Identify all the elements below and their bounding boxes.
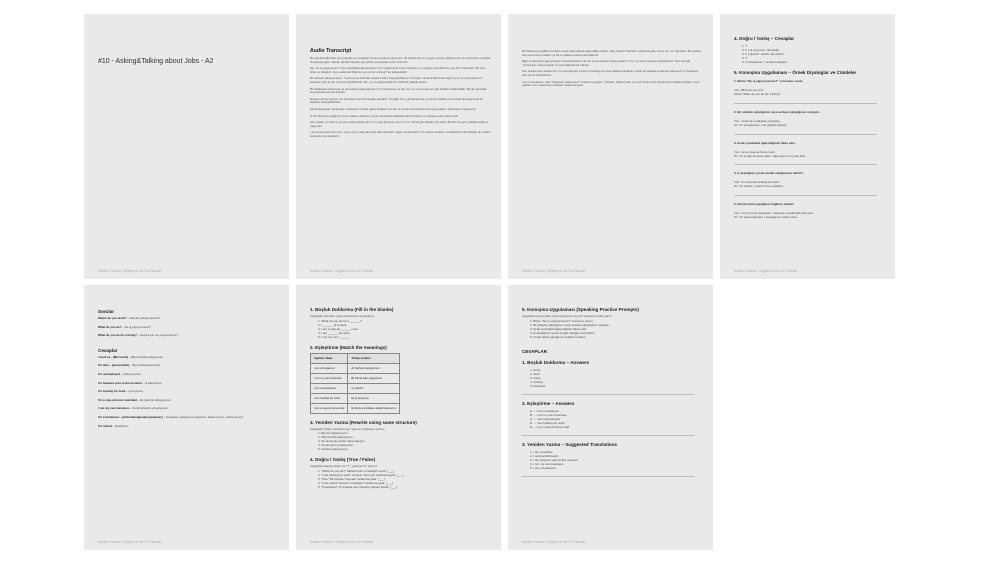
page-5 — [84, 285, 289, 550]
prompt-line: You: What do you do? — [734, 88, 764, 92]
exercise-item: 1. Ben bir öğretmenim. — [318, 431, 349, 436]
transcript-paragraph: Bu yapıda kullanılan soru yapıları ve cevapları ile bir konuşma yapıyoruz. İlk olarak size en yaygın soruyu öğretiyorum ve sonra bazı cevaplar örnekleyeceğim. Bunlar günlük hayatta çok işinize yarayacak, hazır mısınız? — [310, 56, 491, 64]
transcript-paragraph: I am a stay-at-home mum veya I am a stay-at-home dad diyebiliriz. Eğer emekli iseniz I'm retired cevabını verebilirsiniz. Bu ifadeler de sohbet sırasında çok kullanılır. — [310, 130, 491, 138]
divider — [522, 476, 694, 477]
prompt-line: Or: I'm retired. I used to be a teacher. — [734, 184, 784, 189]
exercise-item: 3. Evde çocuklarla ilgilendiğinizi ifade edin. — [530, 326, 587, 331]
exercise-item: 3. I am a stay-at-______ mum. — [318, 326, 359, 331]
divider — [522, 435, 694, 436]
transcript-paragraph: Son olarak işsiz olanlar için I'm unemployed ya da I'm looking for work ifadeleri kullanılır. Kibar bir şekilde söylemek isterseniz I'm between jobs tercih edebilirsiniz. — [522, 69, 699, 77]
answer-item: 5. I am a freelancer. — [530, 465, 557, 470]
page-2 — [296, 14, 501, 279]
page-footer: Student Version · English on the Go Podcast — [310, 269, 374, 273]
table-row: I am looking for work D) İş arıyorum — [311, 393, 400, 403]
answers-heading: Cevaplar — [98, 347, 118, 353]
prompt-question: 3. Evde çocuklarla ilgilendiğinizi ifade edin. — [734, 140, 796, 145]
answer-item: E → I am a stay-at-home dad — [530, 424, 570, 429]
answer-item: C → I am unemployed — [530, 416, 560, 421]
page-6 — [296, 285, 501, 550]
table-row: I am a stay-at-home dad E) Evde ev babası olarak bakıyorum — [311, 403, 400, 413]
page-footer: Student Version · English on the Go Podcast — [522, 269, 586, 273]
divider — [734, 103, 877, 104]
exercise-item: 2. "I am looking for work" cümlesi "işim var" anlamına gelir. (___) — [318, 472, 404, 477]
transcript-paragraph: Dolayısıyla bu konuyu sık sık tekrar etmeniz faydalı olacaktır. Örneğin bir iş görüşmesinde ya da bir partide yeni biriyle tanıştığınızda bu ifadeleri kullanabilirsiniz. — [310, 96, 484, 105]
vocab-item: I'm between jobs at the moment – İş bakıyorum. — [98, 380, 163, 385]
fill-blanks-heading: 1. Boşluk Doldurma (Fill in the blanks) — [310, 307, 394, 312]
exercise-item: 3. "Run" fiili burada "koşmak" anlamına gelir. (___) — [318, 476, 385, 481]
transcript-heading: Audio Transcript — [310, 48, 352, 54]
list-item: 2. F ("iş arıyorum" demektir) — [742, 48, 780, 52]
transcript-paragraph: İyi bir dinleme pratiği için önce sadece dinleyin, sonra transkripte bakarak tekrar dinleyin ve yüksek sesle tekrar edin. — [310, 113, 459, 118]
prompt-question: 5. Kendi işinizi yaptığınızı İngilizce anlatın. — [734, 202, 795, 207]
answer-item: 4. looking — [530, 379, 543, 384]
true-false-answers-heading: 4. Doğru / Yanlış – Cevaplar — [734, 36, 795, 41]
vocab-item: I run my own business – Kendi şirketimi yönetiyorum. — [98, 406, 169, 411]
exercise-item: 4. İş aradığınızı ya da emekli olduğunuzu belirtin. — [530, 330, 596, 335]
exercise-item: 4. I am ______ for work. — [318, 330, 351, 335]
divider — [734, 195, 877, 196]
list-item: 4. T — [742, 56, 748, 60]
column-header: İngilizce İfade — [311, 353, 348, 363]
exercise-item: 4. "I am retired" demek "emekliyim" anlamına gelir. (___) — [318, 480, 393, 485]
divider — [734, 164, 877, 165]
vocab-item: I'm unemployed – Çalışmıyorum. — [98, 371, 142, 376]
page-footer: Student Version · English on the Go Podcast — [98, 540, 162, 544]
prompt-question: 2. Bir şirkette çalıştığınızı veya serbest çalıştığınızı söyleyin. — [734, 109, 820, 114]
list-item: 5. F (freelancer = serbest çalışan) — [742, 60, 787, 64]
vocab-item: I'm looking for work – İş arıyorum. — [98, 389, 144, 394]
prompt-line: Or: I'm self-employed. I manage an online store. — [734, 215, 798, 220]
prompt-line: Or: I'm a freelancer. I do graphic design. — [734, 122, 788, 127]
page-3 — [508, 14, 713, 279]
answer-item: 2. I work at Microsoft. — [530, 453, 559, 458]
list-item: 1. T — [742, 44, 748, 48]
table-row: I run my own business B) Kendi işimi yapıyorum — [311, 373, 400, 383]
document-title: #10 - Asking&Talking about Jobs - A2 — [98, 58, 214, 65]
vocab-item: What do you do? – Ne iş yapıyorsunuz? — [98, 324, 151, 329]
vocab-item: I'm a freelancer... [writer/designer/programmer] – Freelance çalışıyorum [yazarım, tasarımcıyım, yazılımcıyım]. — [98, 414, 244, 419]
instruction: Aşağıdaki konuşmaları sesli söyleyerek veya bir partnerle pratik yapın: — [522, 314, 613, 318]
table-row: I am unemployed C) İşsizim — [311, 383, 400, 393]
divider — [734, 134, 877, 135]
vocab-item: I'm a stay-at-home mum/dad – Ev işleriyle uğraşıyorum. — [98, 397, 172, 402]
rewrite-answers-heading: 3. Yeniden Yazma – Suggested Translations — [522, 441, 618, 447]
match-answers-heading: 2. Eşleştirme – Answers — [522, 400, 575, 406]
answer-item: 3. home — [530, 375, 541, 380]
exercise-item: 3. Şu anda işler arası dönemdeyim. — [318, 439, 366, 444]
speaking-practice-heading: 5. Konuşma Uygulaması (Speaking Practice Prompts) — [522, 307, 639, 312]
transcript-paragraph: Şimdi diyalogları dinleyelim. Dinlerken tanıdık gelen ifadeleri not alın ve kendi cümlelerinizi kurmaya çalışın. Hazırsanız başlıyoruz. — [310, 106, 477, 111]
exercise-item: 1. Birine "Ne iş yapıyorsunuz?" sorusunu sorun. — [530, 318, 594, 323]
vocab-item: Where do you work? – Nerede çalışıyorsunuz? — [98, 316, 161, 320]
exercise-item: 4. Kendi işimi yönetiyorum. — [318, 443, 354, 448]
prompt-line: Other: What do you do for a living? — [734, 91, 781, 96]
prompt-question: 4. İş aradığınızı ya da emekli olduğunuzu belirtin. — [734, 171, 804, 176]
exercise-item: 1. "What do you do?" ifadesi birinin mesleğini sorar. (___) — [318, 468, 395, 473]
vocab-item: What do you do for a living? – Geçimi için ne yapıyorsunuz? — [98, 333, 178, 338]
answer-item: 1. I am a teacher. — [530, 449, 554, 454]
exercise-item: 2. Microsoft'ta çalışıyorum. — [318, 435, 354, 440]
answer-item: D → I am looking for work — [530, 420, 565, 425]
prompt-line: You: I am a stay-at-home mum. — [734, 149, 776, 154]
exercise-item: 5. Kendi işinizi yaptığınızı İngilizce anlatın. — [530, 334, 587, 339]
divider — [522, 394, 694, 395]
list-item: 3. F ("işsizim" anlamı da vardır) — [742, 52, 784, 56]
answer-item: B → I run my own business — [530, 412, 567, 417]
exercise-item: 5. Serbest çalışıyorum. — [318, 447, 349, 452]
instruction: Aşağıdaki Türkçe cümleleri aynı yapı ile İngilizceye çevirin: — [310, 426, 386, 431]
vocab-item: I work at... [Microsoft] – [Microsoft]'ta çalışıyorum. — [98, 354, 164, 359]
true-false-heading: 4. Doğru / Yanlış (True / False) — [310, 457, 376, 463]
page-7 — [508, 285, 713, 550]
prompt-line: You: I work at a software company. — [734, 118, 781, 123]
instruction: Aşağıdaki ifadeler doğru ise "T", yanlışsa "F" yazınız: — [310, 464, 378, 469]
table-row: I am a freelancer A) Serbest çalışıyorum — [311, 363, 400, 373]
exercise-item: 5. "Freelancer" bir şirkette tam zamanlı çalışan kişidir. (___) — [318, 484, 397, 489]
answer-item: 1. living — [530, 367, 541, 372]
page-footer: Student Version · English on the Go Podcast — [98, 269, 162, 273]
transcript-paragraph: Eğer kendi işinizi yapıyorsanız, kendi şirketiniz var ise ya da serbest çalışıyorsanız I run my own business diyebilirsiniz. Run burada "yönetmek" anlamındadır ve sık kullanılan bir kalıptır. — [522, 59, 691, 67]
answer-item: 4. I run my own business. — [530, 461, 565, 466]
vocab-item: I'm retired – Emekliyim. — [98, 423, 130, 428]
exercise-item: 2. Bir şirkette çalıştığınızı veya serbest çalıştığınızı söyleyin. — [530, 322, 610, 327]
exercise-item: 1. What do you do for a ______? — [318, 318, 362, 323]
vocab-item: I'm a/an... [accountant] – Ben [muhasebeciyim]. — [98, 363, 161, 368]
page-1 — [84, 14, 289, 279]
exercise-item: 5. I run my own ______. — [318, 334, 351, 339]
transcript-paragraph: Bu ifadeler genellikle bir kişinin evde kalıp aileyle ilgilendiğini anlatır. Stay ifadesi "kalmak" anlamına gelir, home da "ev" demektir. Bu yüzden stay-at-home ev kadını ya da ev babası anlamında kullanılır. — [522, 49, 702, 57]
speaking-answers-heading: 5. Konuşma Uygulaması – Örnek Diyaloglar ve Cümleler — [734, 70, 857, 75]
answers-title: CEVAPLAR — [522, 348, 547, 354]
transcript-paragraph: Bir şirkette çalışıyorsanız, I work at ve ardından şirketin adını söyleyebilirsiniz. Örneğin I work at Microsoft. Eğer şu an iş arıyorsanız I'm between jobs at the moment diyebilirsiniz. Bu, şu an çalışmadığınızı nazik bir şekilde anlatır. — [310, 76, 484, 84]
rewrite-heading: 3. Yeniden Yazma (Rewrite using same structure) — [310, 419, 417, 425]
transcript-paragraph: Hiç "ne iş yapıyorsun?" diye sorulduğunda durdunuz mu? İngilizce'de bunu sormanın en yaygın yolu What do you do? sorusudur. Bu soru kibar ve doğaldır. Aynı anlamda What do you do for a living? de kullanılabilir. — [310, 66, 486, 74]
prompt-line: You: I run my own business. I opened a small café last year. — [734, 211, 814, 216]
page-footer: Student Version · English on the Go Podcast — [734, 269, 798, 273]
page-4 — [720, 14, 895, 279]
transcript-paragraph: Son olarak, ev hanımı ya da emekli olanlar için I'm a stay-at-home mum ve I'm retired gibi ifadeler de vardır. Bunlar da aynı şekilde doğal ve yaygındır. — [310, 120, 489, 128]
fill-answers-heading: 1. Boşluk Doldurma – Answers — [522, 359, 590, 365]
table-header-row — [311, 353, 400, 363]
prompt-line: You: I'm currently looking for work. — [734, 180, 780, 185]
matching-heading: 2. Eşleştirme (Match the meanings) — [310, 344, 387, 350]
prompt-line: Or: I'm a stay-at-home dad. I take care of my two kids. — [734, 153, 806, 158]
transcript-paragraph: Bir dükkanda bulunmak ya da serbest çalışmak için I'm a freelancer ya da I run my own business gibi ifadeler kullanılabilir. Bunlar gündelik konuşmada çok sık duyulur. — [310, 86, 487, 95]
answer-item: 3. I am between jobs at the moment. — [530, 457, 579, 462]
questions-heading: Sorular — [98, 309, 115, 314]
exercise-item: 2. I ______ at a bank. — [318, 322, 348, 327]
prompt-question: 1. Birine "Ne iş yapıyorsunuz?" sorusunu sorun. — [734, 79, 804, 83]
answer-item: 2. work — [530, 371, 540, 376]
transcript-paragraph: I am a freelancer, yani "bağımsız çalışıyorum" anlamına geliyor. Yazarlar, tasarımcılar ve çevirmenler gibi birçok kişi bu ifadeyi kullanır. Aynı şekilde I am retired de emekliyim anlamına gelir. — [522, 79, 700, 88]
page-footer: Student Version · English on the Go Podcast — [522, 540, 586, 544]
page-footer: Student Version · English on the Go Podcast — [310, 540, 374, 544]
matching-table — [310, 353, 400, 414]
answer-item: 5. business — [530, 383, 546, 388]
answer-item: A → I am a freelancer — [530, 408, 560, 413]
instruction: Aşağıdaki cümleleri uygun kelimelerle tamamlayın: — [310, 314, 375, 318]
column-header: Türkçe Anlamı — [348, 353, 400, 363]
